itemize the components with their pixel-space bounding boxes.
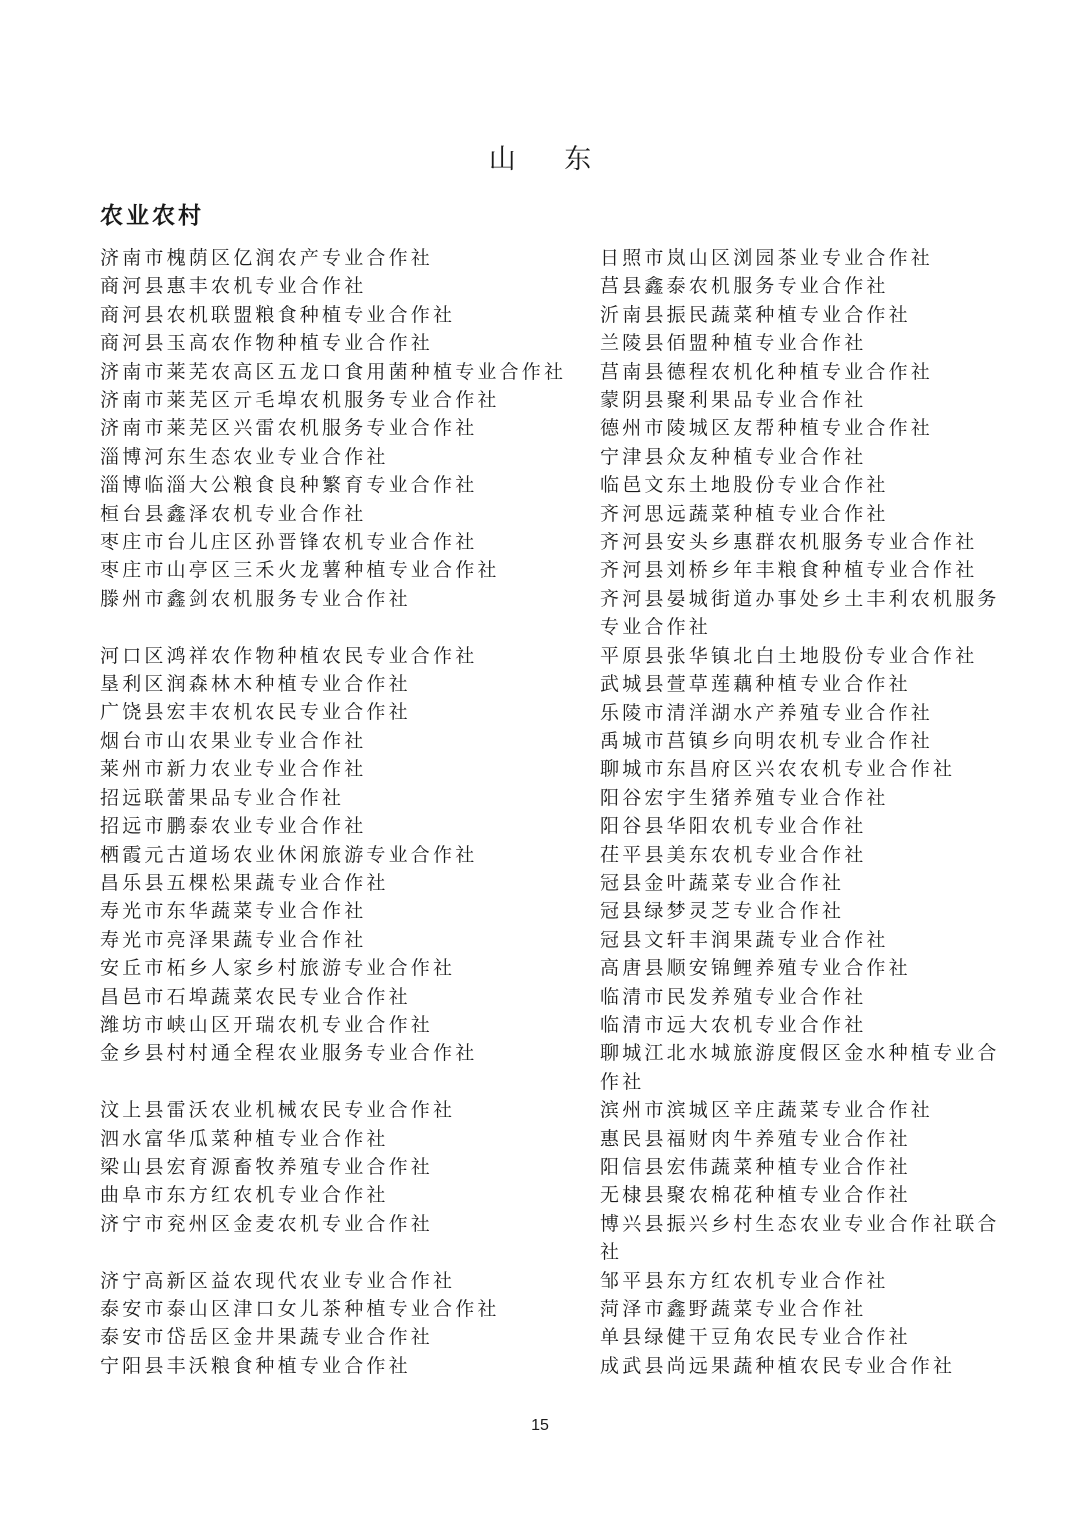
list-item: 德州市陵城区友帮种植专业合作社 xyxy=(600,417,934,440)
list-item: 惠民县福财肉牛养殖专业合作社 xyxy=(600,1127,911,1150)
right-column-list xyxy=(600,244,1010,1380)
list-item: 汶上县雷沃农业机械农民专业合作社 xyxy=(100,1099,456,1122)
list-item: 阳谷宏宇生猪养殖专业合作社 xyxy=(600,786,889,809)
list-item: 聊城江北水城旅游度假区金水种植专业合作社 xyxy=(600,1042,1000,1093)
list-spacer xyxy=(100,1068,580,1096)
left-column-list xyxy=(100,244,580,1380)
list-item: 河口区鸿祥农作物种植农民专业合作社 xyxy=(100,644,478,667)
list-item: 宁阳县丰沃粮食种植专业合作社 xyxy=(100,1354,411,1377)
list-item: 乐陵市清洋湖水产养殖专业合作社 xyxy=(600,701,934,724)
list-item: 济南市槐荫区亿润农产专业合作社 xyxy=(100,247,434,269)
list-item: 冠县文轩丰润果蔬专业合作社 xyxy=(600,928,889,951)
list-item: 商河县玉高农作物种植专业合作社 xyxy=(100,332,434,355)
list-item: 阳信县宏伟蔬菜种植专业合作社 xyxy=(600,1156,911,1178)
list-item: 临邑文东土地股份专业合作社 xyxy=(600,474,889,497)
list-item: 曲阜市东方红农机专业合作社 xyxy=(100,1184,389,1207)
list-item: 成武县尚远果蔬种植农民专业合作社 xyxy=(600,1354,956,1377)
list-item: 冠县绿梦灵芝专业合作社 xyxy=(600,900,845,923)
list-item: 昌邑市石埠蔬菜农民专业合作社 xyxy=(100,985,411,1008)
list-item: 栖霞元古道场农业休闲旅游专业合作社 xyxy=(100,843,478,866)
list-item: 禹城市莒镇乡向明农机专业合作社 xyxy=(600,729,934,752)
list-item: 泗水富华瓜菜种植专业合作社 xyxy=(100,1127,389,1150)
list-item: 商河县农机联盟粮食种植专业合作社 xyxy=(100,303,456,326)
list-item: 昌乐县五棵松果蔬专业合作社 xyxy=(100,871,389,894)
list-item: 高唐县顺安锦鲤养殖专业合作社 xyxy=(600,957,911,980)
list-item: 临清市远大农机专业合作社 xyxy=(600,1013,867,1036)
list-item: 广饶县宏丰农机农民专业合作社 xyxy=(100,701,411,724)
list-item: 寿光市亮泽果蔬专业合作社 xyxy=(100,928,367,951)
page-title: 山 东 xyxy=(488,144,612,175)
list-item: 淄博河东生态农业专业合作社 xyxy=(100,445,389,468)
list-item: 金乡县村村通全程农业服务专业合作社 xyxy=(100,1042,478,1065)
list-item: 济南市莱芜农高区五龙口食用菌种植专业合作社 xyxy=(100,360,567,383)
list-item: 安丘市柘乡人家乡村旅游专业合作社 xyxy=(100,957,456,980)
list-item: 无棣县聚农棉花种植专业合作社 xyxy=(600,1184,911,1207)
list-item: 日照市岚山区浏园茶业专业合作社 xyxy=(600,247,934,269)
list-item: 枣庄市台儿庄区孙晋锋农机专业合作社 xyxy=(100,531,478,554)
list-spacer xyxy=(100,1238,580,1266)
list-item: 平原县张华镇北白土地股份专业合作社 xyxy=(600,644,978,667)
list-item: 齐河思远蔬菜种植专业合作社 xyxy=(600,502,889,525)
list-item: 博兴县振兴乡村生态农业专业合作社联合社 xyxy=(600,1212,1000,1264)
list-item: 梁山县宏育源畜牧养殖专业合作社 xyxy=(100,1155,434,1178)
list-item: 烟台市山农果业专业合作社 xyxy=(100,729,367,752)
section-heading: 农业农村 xyxy=(100,203,204,229)
list-item: 齐河县安头乡惠群农机服务专业合作社 xyxy=(600,531,978,554)
list-item: 阳谷县华阳农机专业合作社 xyxy=(600,815,867,838)
list-item: 济宁市兖州区金麦农机专业合作社 xyxy=(100,1212,434,1235)
list-item: 招远联蕾果品专业合作社 xyxy=(100,786,345,809)
list-item: 冠县金叶蔬菜专业合作社 xyxy=(600,871,845,894)
list-item: 济南市莱芜区亓毛埠农机服务专业合作社 xyxy=(100,389,500,412)
list-spacer xyxy=(100,613,580,641)
list-item: 临清市民发养殖专业合作社 xyxy=(600,985,867,1008)
list-item: 单县绿健干豆角农民专业合作社 xyxy=(600,1326,911,1349)
list-item: 泰安市岱岳区金井果蔬专业合作社 xyxy=(100,1326,434,1349)
list-item: 莒县鑫泰农机服务专业合作社 xyxy=(600,275,889,298)
list-item: 济宁高新区益农现代农业专业合作社 xyxy=(100,1269,456,1292)
list-item: 邹平县东方红农机专业合作社 xyxy=(600,1269,889,1292)
list-item: 寿光市东华蔬菜专业合作社 xyxy=(100,900,367,923)
list-item: 莒南县德程农机化种植专业合作社 xyxy=(600,360,934,383)
list-item: 泰安市泰山区津口女儿茶种植专业合作社 xyxy=(100,1297,500,1320)
list-item: 齐河县刘桥乡年丰粮食种植专业合作社 xyxy=(600,559,978,582)
list-item: 聊城市东昌府区兴农农机专业合作社 xyxy=(600,758,956,781)
list-item: 宁津县众友种植专业合作社 xyxy=(600,445,867,468)
list-item: 招远市鹏泰农业专业合作社 xyxy=(100,815,367,838)
list-item: 齐河县晏城街道办事处乡土丰利农机服务专业合作社 xyxy=(600,587,1000,639)
list-item: 茌平县美东农机专业合作社 xyxy=(600,843,867,866)
list-item: 菏泽市鑫野蔬菜专业合作社 xyxy=(600,1298,867,1321)
list-item: 济南市莱芜区兴雷农机服务专业合作社 xyxy=(100,417,478,440)
list-item: 蒙阴县聚利果品专业合作社 xyxy=(600,389,867,412)
list-item: 武城县萱草莲藕种植专业合作社 xyxy=(600,673,911,696)
list-item: 桓台县鑫泽农机专业合作社 xyxy=(100,502,367,525)
list-item: 垦利区润森林木种植专业合作社 xyxy=(100,673,411,696)
list-item: 滨州市滨城区辛庄蔬菜专业合作社 xyxy=(600,1099,934,1122)
list-item: 枣庄市山亭区三禾火龙薯种植专业合作社 xyxy=(100,559,500,582)
list-item: 商河县惠丰农机专业合作社 xyxy=(100,275,367,298)
list-item: 莱州市新力农业专业合作社 xyxy=(100,758,367,781)
list-item: 潍坊市峡山区开瑞农机专业合作社 xyxy=(100,1013,434,1036)
page-number: 15 xyxy=(531,1417,549,1434)
list-item: 沂南县振民蔬菜种植专业合作社 xyxy=(600,303,911,326)
list-item: 淄博临淄大公粮食良种繁育专业合作社 xyxy=(100,474,478,497)
list-item: 兰陵县佰盟种植专业合作社 xyxy=(600,332,867,355)
list-item: 滕州市鑫剑农机服务专业合作社 xyxy=(100,587,411,610)
